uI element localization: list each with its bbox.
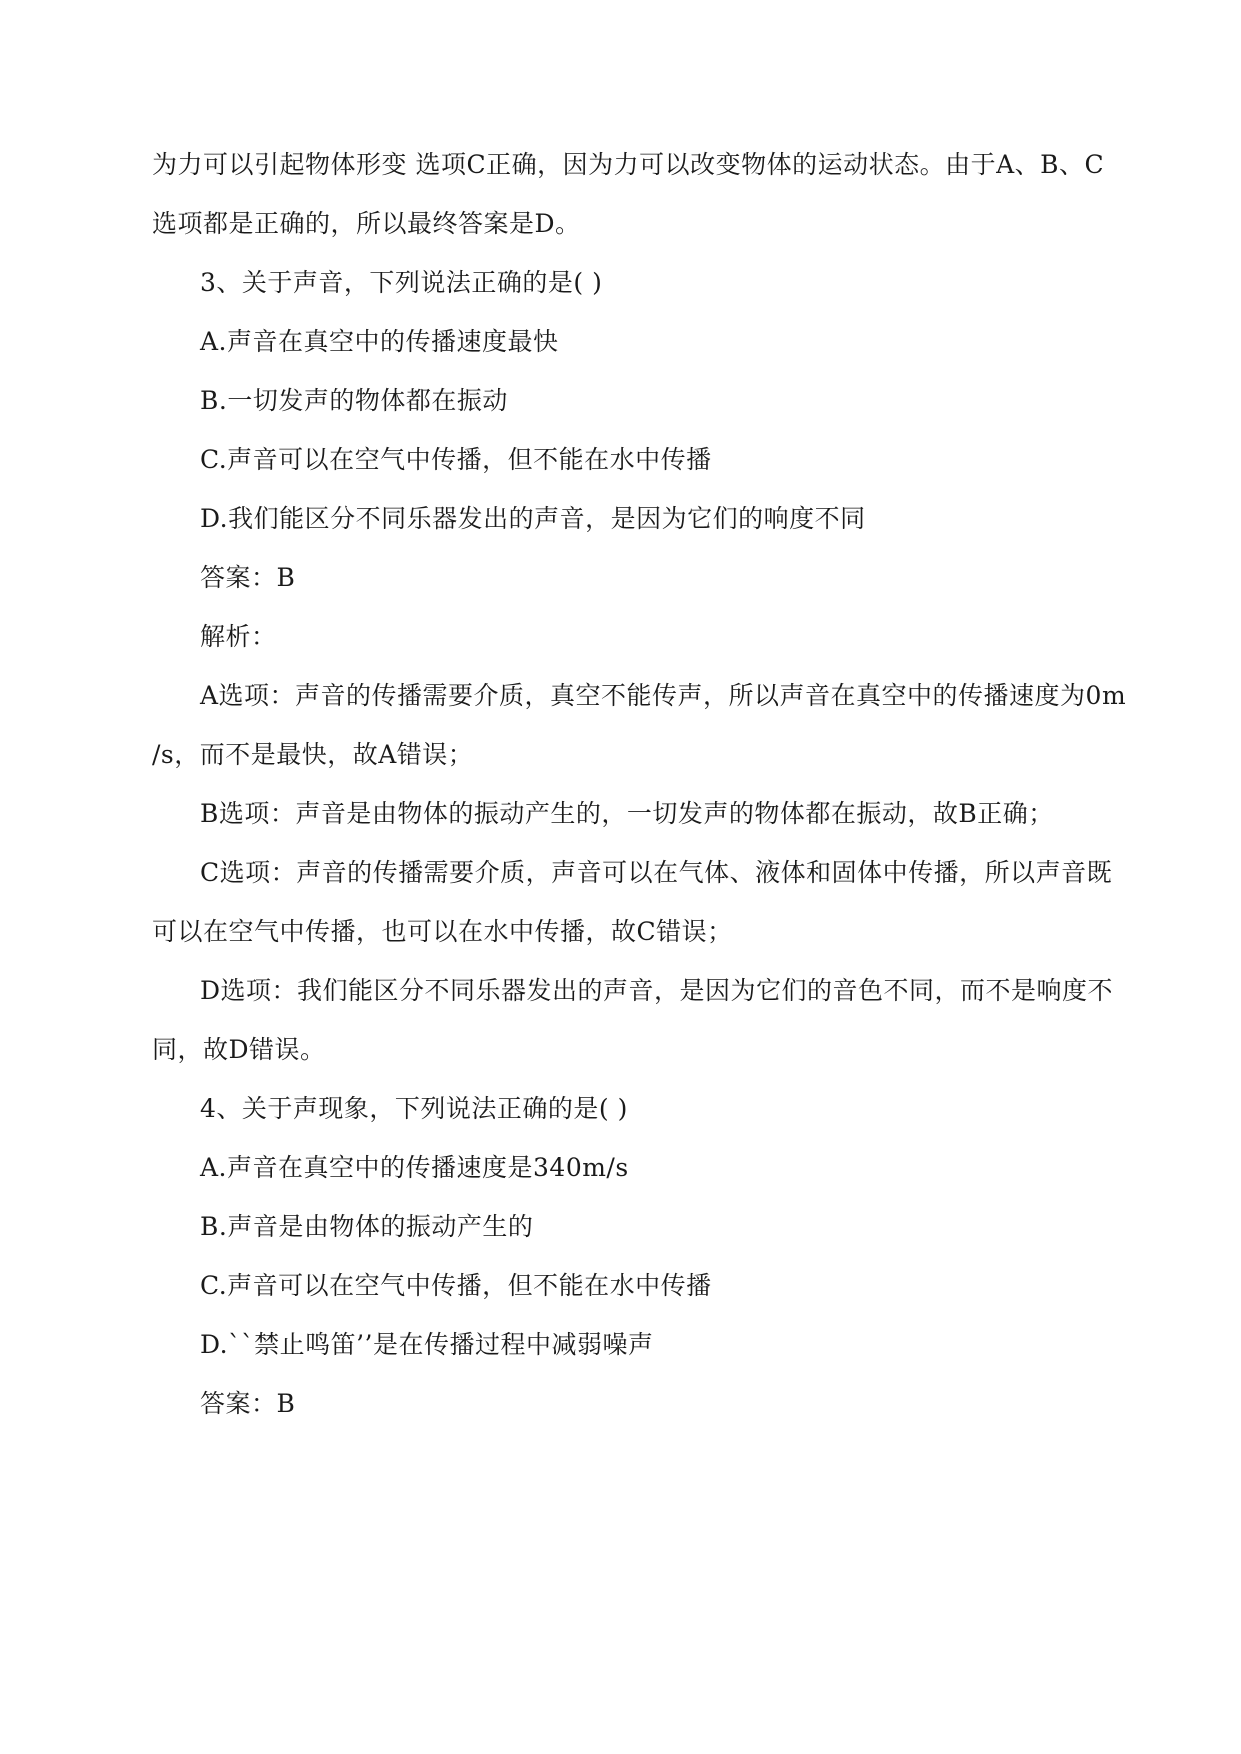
question-4-option-c: C.声音可以在空气中传播，但不能在水中传播: [200, 1271, 712, 1300]
question-3-analysis-heading: 解析：: [200, 622, 277, 651]
analysis-c-line-2: 可以在空气中传播，也可以在水中传播，故C错误；: [152, 917, 733, 946]
question-4-stem: 4、关于声现象，下列说法正确的是( ): [200, 1094, 628, 1123]
question-4-option-a: A.声音在真空中的传播速度是340m/s: [200, 1153, 629, 1182]
analysis-b: B选项：声音是由物体的振动产生的，一切发声的物体都在振动，故B正确；: [200, 799, 1054, 828]
question-3-option-c: C.声音可以在空气中传播，但不能在水中传播: [200, 445, 712, 474]
text-line-2: 选项都是正确的，所以最终答案是D。: [152, 209, 581, 238]
analysis-d-line-1: D选项：我们能区分不同乐器发出的声音，是因为它们的音色不同，而不是响度不: [200, 976, 1114, 1005]
question-3-option-b: B.一切发声的物体都在振动: [200, 386, 508, 415]
text-line-1: 为力可以引起物体形变 选项C正确，因为力可以改变物体的运动状态。由于A、B、C: [152, 150, 1105, 179]
question-3-stem: 3、关于声音，下列说法正确的是( ): [200, 268, 603, 297]
question-4-option-b: B.声音是由物体的振动产生的: [200, 1212, 534, 1241]
question-3-answer: 答案：B: [200, 563, 296, 592]
analysis-a-line-2: /s，而不是最快，故A错误；: [152, 740, 474, 769]
question-4-option-d: D.``禁止鸣笛’’是在传播过程中减弱噪声: [200, 1330, 654, 1359]
analysis-c-line-1: C选项：声音的传播需要介质，声音可以在气体、液体和固体中传播，所以声音既: [200, 858, 1113, 887]
analysis-a-line-1: A选项：声音的传播需要介质，真空不能传声，所以声音在真空中的传播速度为0m: [200, 681, 1127, 710]
question-3-option-a: A.声音在真空中的传播速度最快: [200, 327, 559, 356]
question-4-answer: 答案：B: [200, 1389, 296, 1418]
question-3-option-d: D.我们能区分不同乐器发出的声音，是因为它们的响度不同: [200, 504, 866, 533]
analysis-d-line-2: 同，故D错误。: [152, 1035, 326, 1064]
